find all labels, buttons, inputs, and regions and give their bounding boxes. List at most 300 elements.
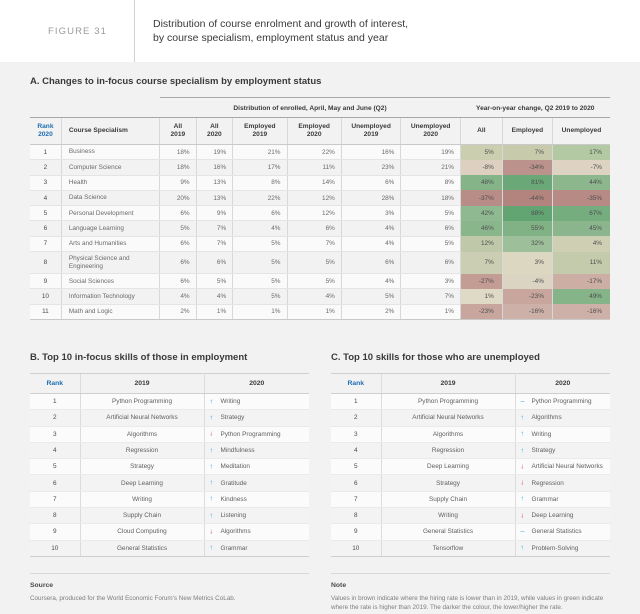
cell-skill-2019: Cloud Computing [80,524,204,540]
cell-skill-2019: Deep Learning [80,475,204,491]
cell-chg_unemp: 67% [552,206,610,221]
cell-chg_emp: 55% [502,221,552,236]
cell-chg_all: 1% [461,289,503,304]
cell-emp2019: 4% [233,221,287,236]
section-b-title: B. Top 10 in-focus skills of those in employment [30,351,248,363]
cell-rank: 3 [30,426,80,442]
figure-header [0,0,640,62]
cell-chg_emp: 81% [502,175,552,190]
cell-rank: 6 [30,475,80,491]
cell-skill-2019: General Statistics [381,524,515,540]
cell-unemp2019: 5% [341,289,401,304]
cell-emp2020: 12% [287,190,341,205]
cell-skill-2019: Artificial Neural Networks [80,410,204,426]
cell-emp2019: 17% [233,160,287,175]
cell-chg_all: 46% [461,221,503,236]
cell-unemp2020: 18% [401,190,461,205]
cell-skill-2019: Python Programming [80,393,204,409]
skill-label: Python Programming [220,430,281,438]
table-row [331,540,610,556]
table-row [30,491,309,507]
cell-rank: 2 [331,410,381,426]
cell-emp2019: 8% [233,175,287,190]
skill-label: Algorithms [531,414,562,422]
cell-emp2019: 5% [233,252,287,274]
trend-up-icon: ↑ [520,447,524,454]
group-header-spacer [30,98,160,118]
cell-chg_emp: -44% [502,190,552,205]
skill-label: Deep Learning [531,512,574,520]
cell-chg_unemp: 49% [552,289,610,304]
cell-chg_emp: -4% [502,274,552,289]
table-a-group-header-row [30,98,610,118]
section-c [331,338,610,557]
cell-rank: 5 [30,206,61,221]
cell-skill-2019: Strategy [381,475,515,491]
col-header-all-2020 [196,118,233,145]
cell-specialism: Social Sciences [61,274,159,289]
cell-all2020: 6% [196,252,233,274]
cell-rank: 8 [30,508,80,524]
cell-skill-2019: Python Programming [381,393,515,409]
cell-specialism: Data Science [61,190,159,205]
cell-emp2020: 4% [287,289,341,304]
cell-chg_emp: -16% [502,304,552,319]
cell-emp2020: 5% [287,252,341,274]
trend-flat-icon: – [520,398,525,406]
table-row [30,410,309,426]
cell-emp2020: 22% [287,145,341,160]
cell-all2019: 6% [160,274,197,289]
cell-rank: 8 [30,252,61,274]
cell-chg_emp: -23% [502,289,552,304]
figure-title-line-1: Distribution of course enrolment and growth of interest, [153,18,409,30]
cell-skill-2019: Writing [80,491,204,507]
cell-all2019: 6% [160,236,197,251]
skill-label: Python Programming [531,398,592,406]
cell-all2019: 6% [160,206,197,221]
cell-rank: 7 [331,491,381,507]
trend-flat-icon: – [520,528,525,536]
cell-unemp2019: 23% [341,160,401,175]
footnote-source [30,573,309,612]
cell-all2020: 1% [196,304,233,319]
cell-rank: 2 [30,410,80,426]
table-row [331,491,610,507]
cell-chg_unemp: 4% [552,236,610,251]
table-row [30,304,610,319]
skill-label: General Statistics [531,528,582,536]
cell-specialism: Business [61,145,159,160]
trend-up-icon: ↑ [520,414,524,422]
cell-skill-2020 [515,442,610,458]
table-row [30,206,610,221]
col-header-all-2019-l2: 2019 [170,131,186,138]
group-header-yoy: Year-on-year change, Q2 2019 to 2020 [461,98,611,118]
cell-specialism: Health [61,175,159,190]
cell-chg_all: 12% [461,236,503,251]
trend-up-icon: ↑ [209,447,213,454]
col-header-unemployed-2020-l1: Unemployed [410,123,451,130]
header-divider [134,0,135,62]
trend-down-icon: ↓ [209,430,213,438]
cell-chg_unemp: 45% [552,221,610,236]
cell-emp2020: 14% [287,175,341,190]
cell-emp2020: 5% [287,274,341,289]
cell-rank: 7 [30,491,80,507]
table-c-header-row [331,373,610,393]
cell-specialism: Personal Development [61,206,159,221]
cell-unemp2019: 2% [341,304,401,319]
cell-all2019: 18% [160,160,197,175]
cell-unemp2019: 16% [341,145,401,160]
skill-label: Artificial Neural Networks [531,463,603,471]
col-header-unemployed-2020-l2: 2020 [423,131,439,138]
cell-unemp2019: 4% [341,221,401,236]
table-row [30,524,309,540]
table-row [30,236,610,251]
note-title: Note [331,581,347,589]
cell-skill-2020 [204,410,309,426]
cell-chg_unemp: -17% [552,274,610,289]
trend-up-icon: ↑ [520,430,524,438]
cell-all2019: 6% [160,252,197,274]
table-row [331,410,610,426]
cell-skill-2019: Regression [80,442,204,458]
section-a-title: A. Changes to in-focus course specialism by employment status [30,76,322,87]
table-a-body [30,145,610,320]
skill-label: Strategy [531,447,556,454]
table-row [30,540,309,556]
cell-rank: 3 [331,426,381,442]
col-header-all-2020-l2: 2020 [207,131,222,138]
cell-chg_unemp: -35% [552,190,610,205]
trend-down-icon: ↓ [520,479,524,487]
source-text: Coursera, produced for the World Economic Forum's New Metrics CoLab. [30,594,236,602]
cell-rank: 5 [331,459,381,475]
col-header-all-2019-l1: All [173,123,183,130]
cell-rank: 11 [30,304,61,319]
cell-skill-2020 [204,459,309,475]
source-title: Source [30,581,54,589]
cell-unemp2020: 21% [401,160,461,175]
cell-all2019: 4% [160,289,197,304]
col-header-unemployed-2019-l2: 2019 [363,131,379,138]
cell-all2020: 16% [196,160,233,175]
cell-rank: 10 [30,540,80,556]
cell-chg_all: 42% [461,206,503,221]
cell-skill-2019: Deep Learning [381,459,515,475]
cell-emp2020: 11% [287,160,341,175]
cell-rank: 4 [30,190,61,205]
table-row [30,426,309,442]
cell-skill-2019: General Statistics [80,540,204,556]
section-b [30,338,309,557]
cell-rank: 1 [30,145,61,160]
col-header-all-2019 [160,118,197,145]
cell-emp2020: 6% [287,221,341,236]
col-header-unemployed-2020 [401,118,461,145]
skill-label: Gratitude [220,479,247,487]
cell-rank: 3 [30,175,61,190]
cell-skill-2020 [204,442,309,458]
cell-emp2019: 5% [233,289,287,304]
cell-rank: 10 [30,289,61,304]
cell-chg_all: -27% [461,274,503,289]
table-row [30,393,309,409]
cell-specialism: Language Learning [61,221,159,236]
cell-emp2020: 7% [287,236,341,251]
col-header-b-2019: 2019 [80,373,204,393]
cell-rank: 9 [30,524,80,540]
col-header-employed-2019 [233,118,287,145]
table-row [30,252,610,274]
cell-skill-2019: Algorithms [80,426,204,442]
col-header-specialism: Course Specialism [61,118,159,145]
figure-title-line-2: by course specialism, employment status and year [153,32,389,44]
cell-rank: 6 [30,221,61,236]
cell-skill-2019: Supply Chain [80,508,204,524]
cell-specialism: Physical Science and Engineering [61,252,159,274]
col-header-unemployed-2019-l1: Unemployed [351,123,391,130]
col-header-employed-2019-l2: 2019 [252,131,268,138]
cell-rank: 10 [331,540,381,556]
cell-skill-2019: Regression [381,442,515,458]
cell-skill-2020 [515,393,610,409]
cell-all2020: 5% [196,274,233,289]
cell-unemp2019: 4% [341,236,401,251]
table-c-body [331,393,610,556]
cell-all2019: 20% [160,190,197,205]
trend-up-icon: ↑ [209,463,213,471]
cell-chg_all: 7% [461,252,503,274]
table-row [30,508,309,524]
cell-chg_all: 5% [461,145,503,160]
col-header-unemployed-2019 [341,118,401,145]
skill-label: Listening [220,512,247,520]
skill-label: Writing [220,398,241,406]
cell-specialism: Information Technology [61,289,159,304]
trend-up-icon: ↑ [209,479,213,487]
cell-emp2019: 5% [233,236,287,251]
col-header-employed-2020-l1: Employed [298,123,330,130]
cell-skill-2019: Tensorflow [381,540,515,556]
cell-emp2020: 12% [287,206,341,221]
cell-all2020: 7% [196,236,233,251]
cell-skill-2020 [515,508,610,524]
cell-skill-2020 [515,524,610,540]
cell-skill-2020 [204,524,309,540]
cell-emp2020: 1% [287,304,341,319]
trend-up-icon: ↑ [209,495,213,503]
cell-emp2019: 5% [233,274,287,289]
cell-chg_emp: -34% [502,160,552,175]
trend-up-icon: ↑ [520,544,524,552]
table-b-body [30,393,309,556]
cell-rank: 8 [331,508,381,524]
cell-all2020: 13% [196,190,233,205]
trend-down-icon: ↓ [520,463,524,471]
cell-chg_unemp: -16% [552,304,610,319]
cell-unemp2020: 8% [401,175,461,190]
table-row [30,190,610,205]
cell-unemp2019: 4% [341,274,401,289]
cell-rank: 4 [30,442,80,458]
cell-emp2019: 1% [233,304,287,319]
figure-title [153,17,408,45]
skill-label: Writing [531,430,552,438]
cell-chg_all: -37% [461,190,503,205]
cell-unemp2019: 6% [341,252,401,274]
cell-skill-2020 [515,491,610,507]
table-row [30,175,610,190]
col-header-employed-2019-l1: Employed [244,123,276,130]
cell-skill-2019: Artificial Neural Networks [381,410,515,426]
cell-rank: 9 [30,274,61,289]
figure-label: FIGURE 31 [48,25,107,37]
cell-skill-2020 [515,426,610,442]
cell-chg_all: -23% [461,304,503,319]
table-row [30,475,309,491]
cell-all2019: 5% [160,221,197,236]
cell-unemp2019: 6% [341,175,401,190]
cell-unemp2020: 6% [401,221,461,236]
table-row [30,160,610,175]
cell-skill-2020 [204,475,309,491]
cell-rank: 4 [331,442,381,458]
cell-all2020: 19% [196,145,233,160]
skill-label: Grammar [531,495,559,503]
cell-chg_emp: 32% [502,236,552,251]
col-header-all-2020-l1: All [210,123,219,130]
cell-all2019: 18% [160,145,197,160]
cell-unemp2020: 6% [401,252,461,274]
cell-emp2019: 21% [233,145,287,160]
cell-unemp2020: 7% [401,289,461,304]
cell-unemp2020: 5% [401,236,461,251]
table-row [30,221,610,236]
col-header-c-2019: 2019 [381,373,515,393]
skill-label: Kindness [220,495,247,503]
cell-skill-2020 [515,475,610,491]
table-row [30,289,610,304]
cell-rank: 2 [30,160,61,175]
trend-down-icon: ↓ [520,512,524,520]
col-header-c-2020: 2020 [515,373,610,393]
cell-skill-2019: Strategy [80,459,204,475]
table-row [331,524,610,540]
cell-emp2019: 6% [233,206,287,221]
col-header-rank [30,118,61,145]
col-header-b-2020: 2020 [204,373,309,393]
table-section-c [331,373,610,557]
cell-chg_all: -8% [461,160,503,175]
source-rule [30,573,309,574]
skill-label: Problem-Solving [531,544,579,552]
cell-skill-2020 [204,508,309,524]
table-row [30,145,610,160]
col-header-employed-2020-l2: 2020 [306,131,322,138]
cell-rank: 9 [331,524,381,540]
sections-bc-wrapper [30,338,610,557]
col-header-change-all: All [461,118,503,145]
cell-skill-2020 [515,540,610,556]
table-a-column-header-row [30,118,610,145]
table-section-a [30,97,610,320]
cell-skill-2019: Supply Chain [381,491,515,507]
cell-all2020: 4% [196,289,233,304]
cell-all2020: 9% [196,206,233,221]
col-header-change-employed: Employed [502,118,552,145]
table-row [331,426,610,442]
cell-rank: 1 [30,393,80,409]
trend-up-icon: ↑ [209,512,213,520]
cell-emp2019: 22% [233,190,287,205]
table-row [331,459,610,475]
group-header-distribution: Distribution of enrolled, April, May and June (Q2) [160,98,461,118]
trend-down-icon: ↓ [209,528,213,536]
cell-rank: 6 [331,475,381,491]
skill-label: Strategy [220,414,245,422]
cell-all2020: 13% [196,175,233,190]
cell-skill-2020 [204,540,309,556]
cell-skill-2020 [204,393,309,409]
cell-unemp2019: 3% [341,206,401,221]
figure-body [0,76,640,612]
footnotes [30,573,610,612]
cell-specialism: Computer Science [61,160,159,175]
note-text: Values in brown indicate where the hiring rate is lower than in 2019, while values in green indicate where the rate is higher than 2019. The darker the colour, the lower/higher the rate. [331,594,604,612]
cell-chg_emp: 88% [502,206,552,221]
table-row [331,393,610,409]
trend-up-icon: ↑ [209,544,213,552]
note-rule [331,573,610,574]
table-row [30,274,610,289]
cell-unemp2020: 3% [401,274,461,289]
cell-skill-2020 [515,410,610,426]
cell-rank: 1 [331,393,381,409]
cell-skill-2020 [204,491,309,507]
skill-label: Meditation [220,463,250,471]
cell-unemp2020: 1% [401,304,461,319]
table-row [30,442,309,458]
cell-chg_emp: 7% [502,145,552,160]
skill-label: Mindfulness [220,447,255,454]
trend-up-icon: ↑ [209,398,213,406]
cell-specialism: Math and Logic [61,304,159,319]
cell-skill-2019: Algorithms [381,426,515,442]
skill-label: Grammar [220,544,248,552]
cell-skill-2019: Writing [381,508,515,524]
skill-label: Algorithms [220,528,251,536]
table-row [331,475,610,491]
col-header-change-unemployed: Unemployed [552,118,610,145]
trend-up-icon: ↑ [520,495,524,503]
table-b-header-row [30,373,309,393]
footnote-note [331,573,610,612]
table-row [30,459,309,475]
cell-all2019: 2% [160,304,197,319]
cell-unemp2020: 5% [401,206,461,221]
col-header-rank-l1: Rank [37,123,54,130]
cell-skill-2020 [515,459,610,475]
trend-up-icon: ↑ [209,414,213,422]
cell-chg_unemp: 17% [552,145,610,160]
cell-all2019: 9% [160,175,197,190]
col-header-rank-l2: 2020 [38,131,53,138]
cell-chg_all: 48% [461,175,503,190]
cell-chg_unemp: 11% [552,252,610,274]
